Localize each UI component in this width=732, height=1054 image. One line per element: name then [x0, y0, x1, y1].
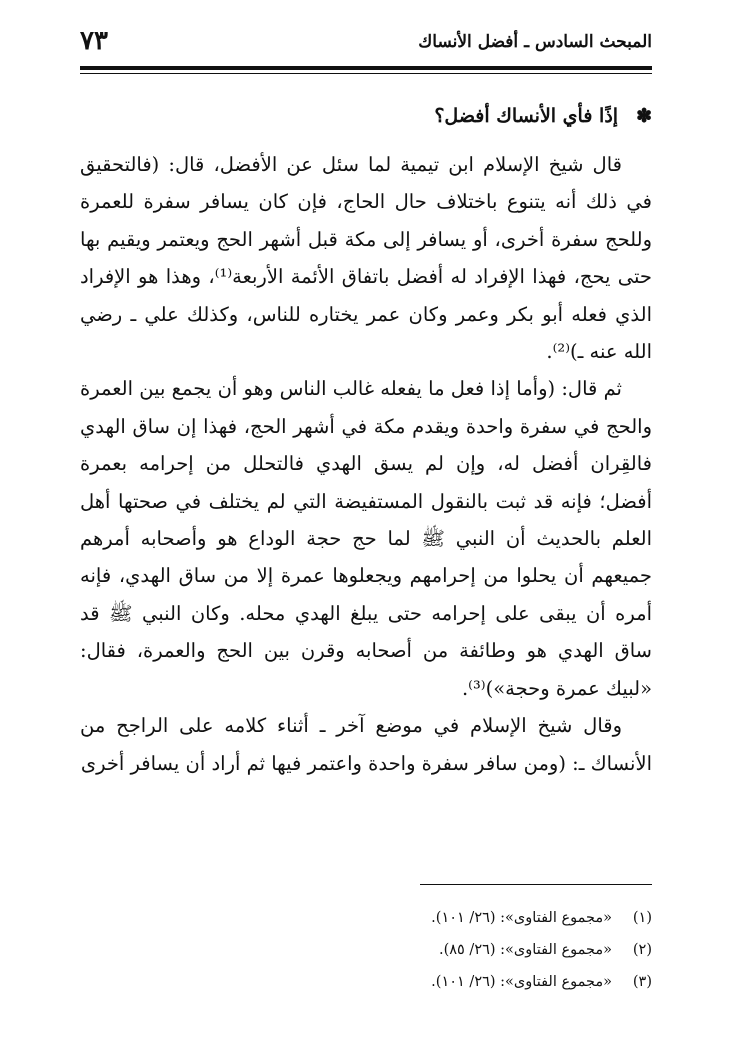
header-rule-thick — [80, 66, 652, 70]
star-marker-icon: ✽ — [636, 105, 652, 127]
section-heading-text: إذًا فأي الأنساك أفضل؟ — [434, 105, 619, 127]
footnote-1 — [80, 902, 652, 934]
footnote-separator — [420, 884, 652, 885]
section-heading — [80, 96, 652, 136]
footnote-number: (٢) — [632, 942, 652, 958]
footnote-text: «مجموع الفتاوى»: (٢٦/ ٨٥). — [438, 942, 612, 958]
footnote-2 — [80, 934, 652, 966]
paragraph-1: قال شيخ الإسلام ابن تيمية لما سئل عن الأفضل، قال: (فالتحقيق في ذلك أنه يتنوع باختلاف حال الحاج، فإن كان يسافر سفرة للعمرة وللحج سفرة أخرى، أو يسافر إلى مكة قبل أشهر الحج ويعتمر ويقيم بها حتى يحج، فهذا الإفراد له أفضل باتفاق الأئمة الأربعة⁽¹⁾، وهذا هو الإفراد الذي فعله أبو بكر وعمر وكان عمر يختاره للناس، وكذلك علي ـ رضي الله عنه ـ)⁽²⁾. — [80, 153, 652, 364]
main-text — [80, 96, 652, 782]
footnote-text: «مجموع الفتاوى»: (٢٦/ ١٠١). — [431, 974, 612, 990]
footnote-number: (١) — [632, 910, 652, 926]
running-header — [80, 22, 652, 66]
header-rule-thin — [80, 73, 652, 74]
page-number: ٧٣ — [80, 26, 108, 56]
footnote-3 — [80, 966, 652, 998]
paragraph-2: ثم قال: (وأما إذا فعل ما يفعله غالب الناس وهو أن يجمع بين العمرة والحج في سفرة واحدة ويقدم مكة في أشهر الحج، فهذا إن ساق الهدي فالقِران أفضل له، وإن لم يسق الهدي فالتحلل من إحرامه بعمرة أفضل؛ فإنه قد ثبت بالنقول المستفيضة التي لم يختلف في صحتها أهل العلم بالحديث أن النبي ﷺ لما حج حجة الوداع هو وأصحابه أمرهم جميعهم أن يحلوا من إحرامهم ويجعلوها عمرة إلا من ساق الهدي، فإنه أمره أن يبقى على إحرامه حتى يبلغ الهدي محله. وكان النبي ﷺ قد ساق الهدي هو وطائفة من أصحابه وقرن بين الحج والعمرة، فقال: «لبيك عمرة وحجة»)⁽³⁾. — [80, 377, 652, 700]
footnotes — [80, 902, 652, 998]
paragraph-3: وقال شيخ الإسلام في موضع آخر ـ أثناء كلامه على الراجح من الأنساك ـ: (ومن سافر سفرة واحدة واعتمر فيها ثم أراد أن يسافر أخرى — [80, 714, 652, 775]
footnote-number: (٣) — [632, 974, 652, 990]
chapter-title: المبحث السادس ـ أفضل الأنساك — [418, 32, 652, 52]
footnote-text: «مجموع الفتاوى»: (٢٦/ ١٠١). — [431, 910, 612, 926]
